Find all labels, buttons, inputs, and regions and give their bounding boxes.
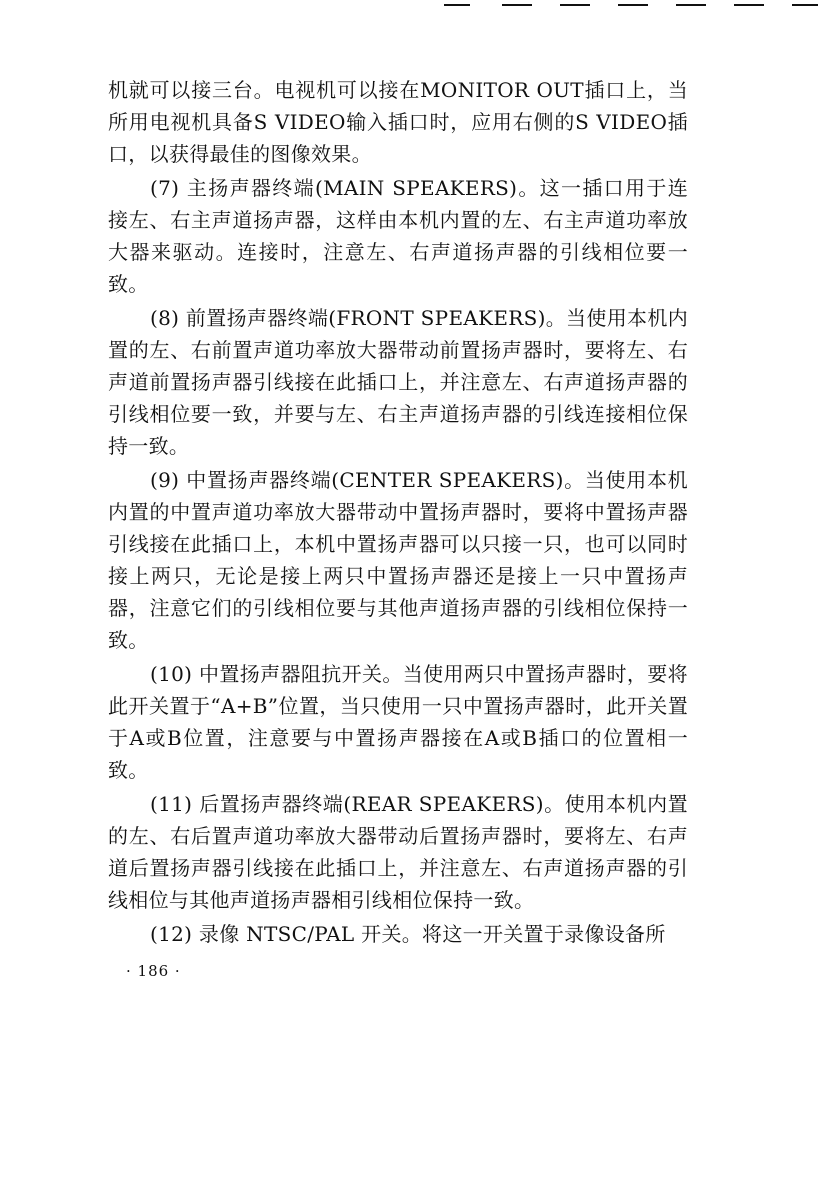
paragraph-center-speakers: (9) 中置扬声器终端(CENTER SPEAKERS)。当使用本机内置的中置声道功率放大器带动中置扬声器时，要将中置扬声器引线接在此插口上，本机中置扬声器可以只接一只，也可以同时接上两只，无论是接上两只中置扬声器还是接上一只中置扬声器，注意它们的引线相位要与其他声道扬声器的引线相位保持一致。	[108, 468, 688, 652]
rule-segment	[560, 4, 590, 6]
top-edge-rules	[440, 0, 818, 8]
paragraph-front-speakers: (8) 前置扬声器终端(FRONT SPEAKERS)。当使用本机内置的左、右前置声道功率放大器带动前置扬声器时，要将左、右声道前置扬声器引线接在此插口上，并注意左、右声道扬声器的引线相位要一致，并要与左、右主声道扬声器的引线连接相位保持一致。	[108, 306, 688, 458]
rule-segment	[676, 4, 706, 6]
paragraph-rear-speakers: (11) 后置扬声器终端(REAR SPEAKERS)。使用本机内置的左、右后置声道功率放大器带动后置扬声器时，要将左、右声道后置扬声器引线接在此插口上，并注意左、右声道扬声器的引线相位与其他声道扬声器相引线相位保持一致。	[108, 792, 688, 912]
paragraph-ntsc-pal-switch: (12) 录像 NTSC/PAL 开关。将这一开关置于录像设备所	[150, 922, 666, 946]
rule-segment	[618, 4, 648, 6]
page-body	[108, 74, 688, 952]
rule-segment	[444, 4, 470, 6]
page-number: · 186 ·	[126, 962, 181, 980]
rule-segment	[502, 4, 532, 6]
paragraph-impedance-switch: (10) 中置扬声器阻抗开关。当使用两只中置扬声器时，要将此开关置于“A+B”位置，当只使用一只中置扬声器时，此开关置于A或B位置，注意要与中置扬声器接在A或B插口的位置相一致。	[108, 662, 688, 782]
rule-segment	[792, 4, 818, 6]
rule-segment	[734, 4, 764, 6]
paragraph-continuation: 机就可以接三台。电视机可以接在MONITOR OUT插口上，当所用电视机具备S VIDEO输入插口时，应用右侧的S VIDEO插口，以获得最佳的图像效果。	[108, 78, 688, 166]
paragraph-main-speakers: (7) 主扬声器终端(MAIN SPEAKERS)。这一插口用于连接左、右主声道扬声器，这样由本机内置的左、右主声道功率放大器来驱动。连接时，注意左、右声道扬声器的引线相位要一致。	[108, 176, 688, 296]
